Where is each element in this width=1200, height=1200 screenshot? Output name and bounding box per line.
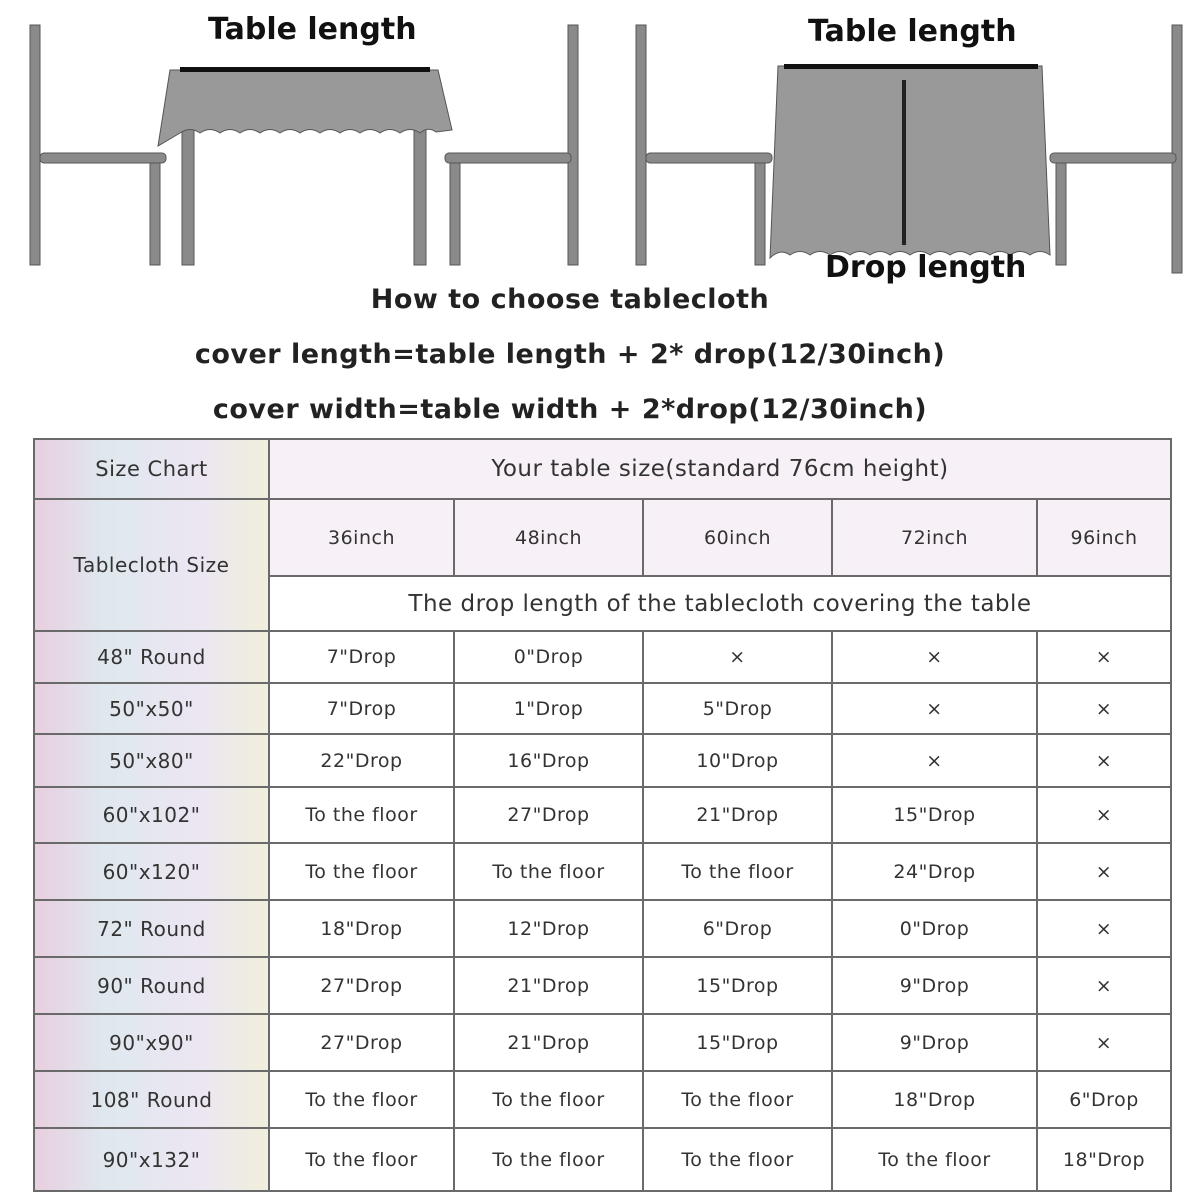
tablecloth-size-cell: 50"x80" (34, 734, 269, 787)
drop-value-cell: × (1037, 957, 1171, 1014)
tablecloth-size-cell: 60"x120" (34, 843, 269, 900)
drop-value-cell: To the floor (454, 843, 643, 900)
drop-caption: The drop length of the tablecloth covering the table (269, 576, 1171, 631)
table-row (34, 843, 1171, 900)
drop-value-cell: 27"Drop (269, 1014, 454, 1071)
drop-value-cell: 0"Drop (454, 631, 643, 683)
drop-length-label: Drop length (825, 250, 1027, 285)
drop-value-cell: × (1037, 734, 1171, 787)
size-chart-table (33, 438, 1172, 1192)
table-row (34, 957, 1171, 1014)
table-size-header: Your table size(standard 76cm height) (269, 439, 1171, 499)
drop-value-cell: To the floor (643, 1128, 832, 1191)
drop-value-cell: 15"Drop (643, 1014, 832, 1071)
drop-value-cell: × (1037, 1014, 1171, 1071)
drop-value-cell: To the floor (269, 787, 454, 843)
table-row (34, 900, 1171, 957)
drop-value-cell: To the floor (643, 843, 832, 900)
instructions-title: How to choose tablecloth (370, 284, 770, 315)
length-formula: cover length=table length + 2* drop(12/30inch) (194, 339, 946, 370)
tablecloth-size-header: Tablecloth Size (34, 499, 269, 631)
drop-value-cell: 5"Drop (643, 683, 832, 734)
drop-value-cell: 12"Drop (454, 900, 643, 957)
column-header: 96inch (1037, 499, 1171, 576)
table-row (34, 683, 1171, 734)
drop-value-cell: × (1037, 787, 1171, 843)
drop-value-cell: To the floor (269, 1128, 454, 1191)
drop-value-cell: × (1037, 631, 1171, 683)
drop-value-cell: × (643, 631, 832, 683)
table-row (34, 787, 1171, 843)
tablecloth-size-cell: 108" Round (34, 1071, 269, 1128)
table-drop-illustration (0, 0, 1200, 290)
drop-value-cell: 21"Drop (454, 1014, 643, 1071)
drop-value-cell: 21"Drop (643, 787, 832, 843)
drop-value-cell: 6"Drop (1037, 1071, 1171, 1128)
drop-value-cell: 9"Drop (832, 957, 1037, 1014)
drop-value-cell: 22"Drop (269, 734, 454, 787)
table-row (34, 734, 1171, 787)
drop-value-cell: 15"Drop (643, 957, 832, 1014)
drop-value-cell: 0"Drop (832, 900, 1037, 957)
drop-value-cell: 27"Drop (454, 787, 643, 843)
drop-value-cell: To the floor (454, 1071, 643, 1128)
column-header: 72inch (832, 499, 1037, 576)
drop-value-cell: × (1037, 683, 1171, 734)
tablecloth-size-cell: 90"x90" (34, 1014, 269, 1071)
drop-value-cell: × (1037, 843, 1171, 900)
table-length-label: Table length (208, 12, 417, 47)
tablecloth-size-cell: 90" Round (34, 957, 269, 1014)
drop-value-cell: 27"Drop (269, 957, 454, 1014)
tablecloth-size-cell: 48" Round (34, 631, 269, 683)
drop-value-cell: 21"Drop (454, 957, 643, 1014)
drop-value-cell: To the floor (269, 843, 454, 900)
drop-value-cell: 15"Drop (832, 787, 1037, 843)
drop-value-cell: × (832, 683, 1037, 734)
short-drop-table-illustration (30, 25, 578, 265)
drop-value-cell: 18"Drop (832, 1071, 1037, 1128)
column-header: 48inch (454, 499, 643, 576)
drop-value-cell: 7"Drop (269, 631, 454, 683)
table-length-label: Table length (808, 14, 1017, 49)
tablecloth-size-cell: 90"x132" (34, 1128, 269, 1191)
drop-value-cell: To the floor (643, 1071, 832, 1128)
column-header: 36inch (269, 499, 454, 576)
column-header: 60inch (643, 499, 832, 576)
drop-value-cell: 16"Drop (454, 734, 643, 787)
drop-value-cell: 9"Drop (832, 1014, 1037, 1071)
tablecloth-size-cell: 72" Round (34, 900, 269, 957)
drop-value-cell: 1"Drop (454, 683, 643, 734)
drop-value-cell: 18"Drop (1037, 1128, 1171, 1191)
tablecloth-size-cell: 60"x102" (34, 787, 269, 843)
long-drop-table-illustration (636, 25, 1182, 273)
drop-value-cell: 24"Drop (832, 843, 1037, 900)
drop-value-cell: × (1037, 900, 1171, 957)
drop-value-cell: To the floor (269, 1071, 454, 1128)
table-row (34, 1128, 1171, 1191)
tablecloth-size-cell: 50"x50" (34, 683, 269, 734)
drop-value-cell: × (832, 734, 1037, 787)
drop-value-cell: 10"Drop (643, 734, 832, 787)
drop-value-cell: To the floor (454, 1128, 643, 1191)
drop-value-cell: × (832, 631, 1037, 683)
drop-value-cell: To the floor (832, 1128, 1037, 1191)
table-row (34, 1071, 1171, 1128)
drop-value-cell: 18"Drop (269, 900, 454, 957)
size-chart-corner: Size Chart (34, 439, 269, 499)
drop-value-cell: 7"Drop (269, 683, 454, 734)
width-formula: cover width=table width + 2*drop(12/30inch) (212, 394, 928, 425)
drop-value-cell: 6"Drop (643, 900, 832, 957)
table-row (34, 1014, 1171, 1071)
table-row (34, 631, 1171, 683)
